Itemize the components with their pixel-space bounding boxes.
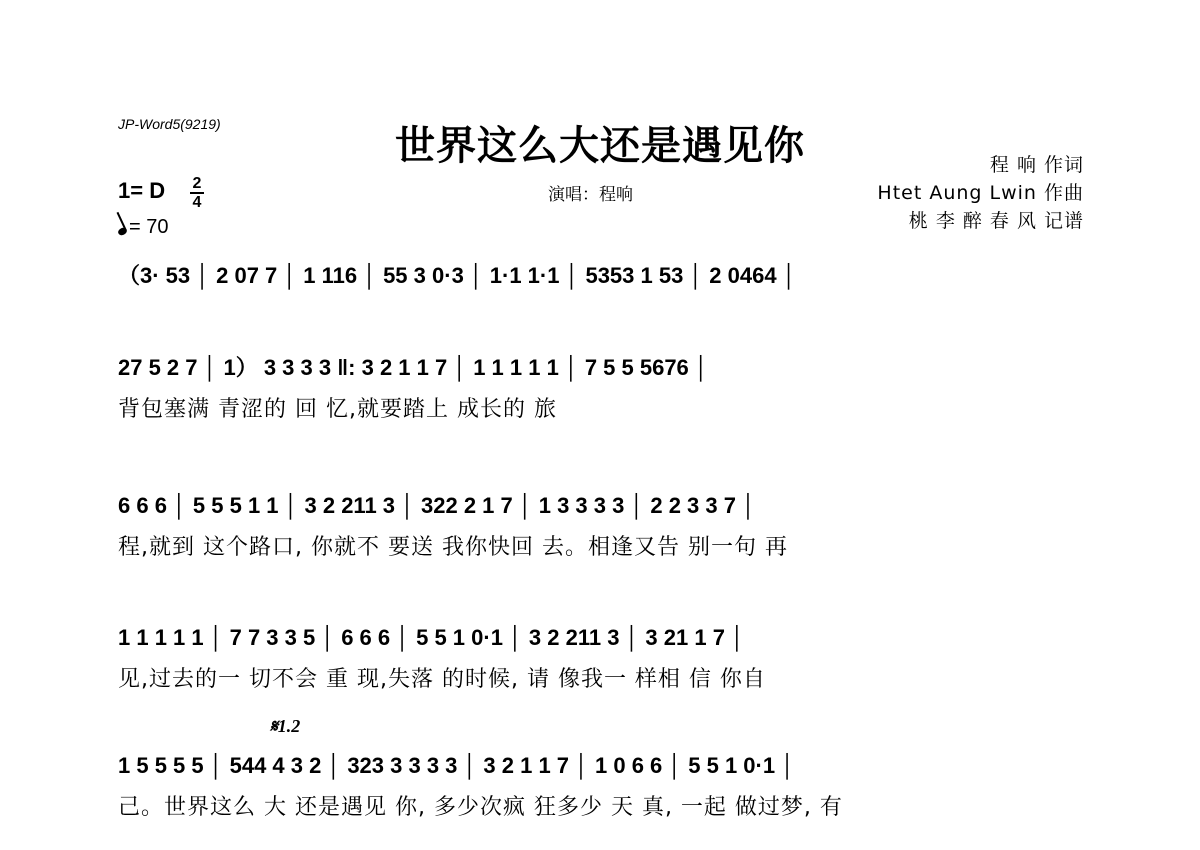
lyric-line: 见,过去的一 切不会 重 现,失落 的时候, 请 像我一 样相 信 你自 <box>118 667 766 692</box>
lyric-line: 背包塞满 青涩的 回 忆,就要踏上 成长的 旅 <box>118 397 557 422</box>
key-signature: 1= D <box>118 178 166 203</box>
tempo-marking <box>118 216 168 239</box>
notation-line: （3· 53 │ 2 07 7 │ 1 116 │ 55 3 0·3 │ 1·1 1·1 │ 5353 1 53 │ 2 0464 │ <box>118 263 797 288</box>
segno-marking: 𝄋1.2 <box>270 716 301 736</box>
notation-line: 27 5 2 7 │ 1） 3 3 3 3 ‖: 3 2 1 1 7 │ 1 1 1 1 1 │ 7 5 5 5676 │ <box>118 355 709 380</box>
time-signature-bottom: 4 <box>192 194 202 211</box>
time-signature-top: 2 <box>192 175 202 192</box>
lyric-line: 己。世界这么 大 还是遇见 你, 多少次疯 狂多少 天 真, 一起 做过梦, 有 <box>118 795 843 820</box>
tempo-value: = 70 <box>129 216 169 238</box>
software-label: JP-Word5(9219) <box>118 116 221 132</box>
composer-credit: Htet Aung Lwin 作曲 <box>877 182 1084 204</box>
lyricist-credit: 程 响 作词 <box>989 154 1084 176</box>
notation-line: 1 5 5 5 5 │ 544 4 3 2 │ 323 3 3 3 3 │ 3 2 1 1 7 │ 1 0 6 6 │ 5 5 1 0·1 │ <box>118 753 795 778</box>
transcriber-credit: 桃 李 醉 春 风 记谱 <box>908 210 1084 232</box>
notation-line: 6 6 6 │ 5 5 5 1 1 │ 3 2 211 3 │ 322 2 1 7 │ 1 3 3 3 3 │ 2 2 3 3 7 │ <box>118 493 756 518</box>
notation-line: 1 1 1 1 1 │ 7 7 3 3 5 │ 6 6 6 │ 5 5 1 0·1 │ 3 2 211 3 │ 3 21 1 7 │ <box>118 625 745 650</box>
quarter-note-icon <box>117 226 128 236</box>
time-signature <box>188 176 206 210</box>
song-title: 世界这么大还是遇见你 <box>395 122 805 169</box>
singer-credit: 演唱：程响 <box>548 185 633 205</box>
lyric-line: 程,就到 这个路口, 你就不 要送 我你快回 去。相逢又告 别一句 再 <box>118 535 788 560</box>
